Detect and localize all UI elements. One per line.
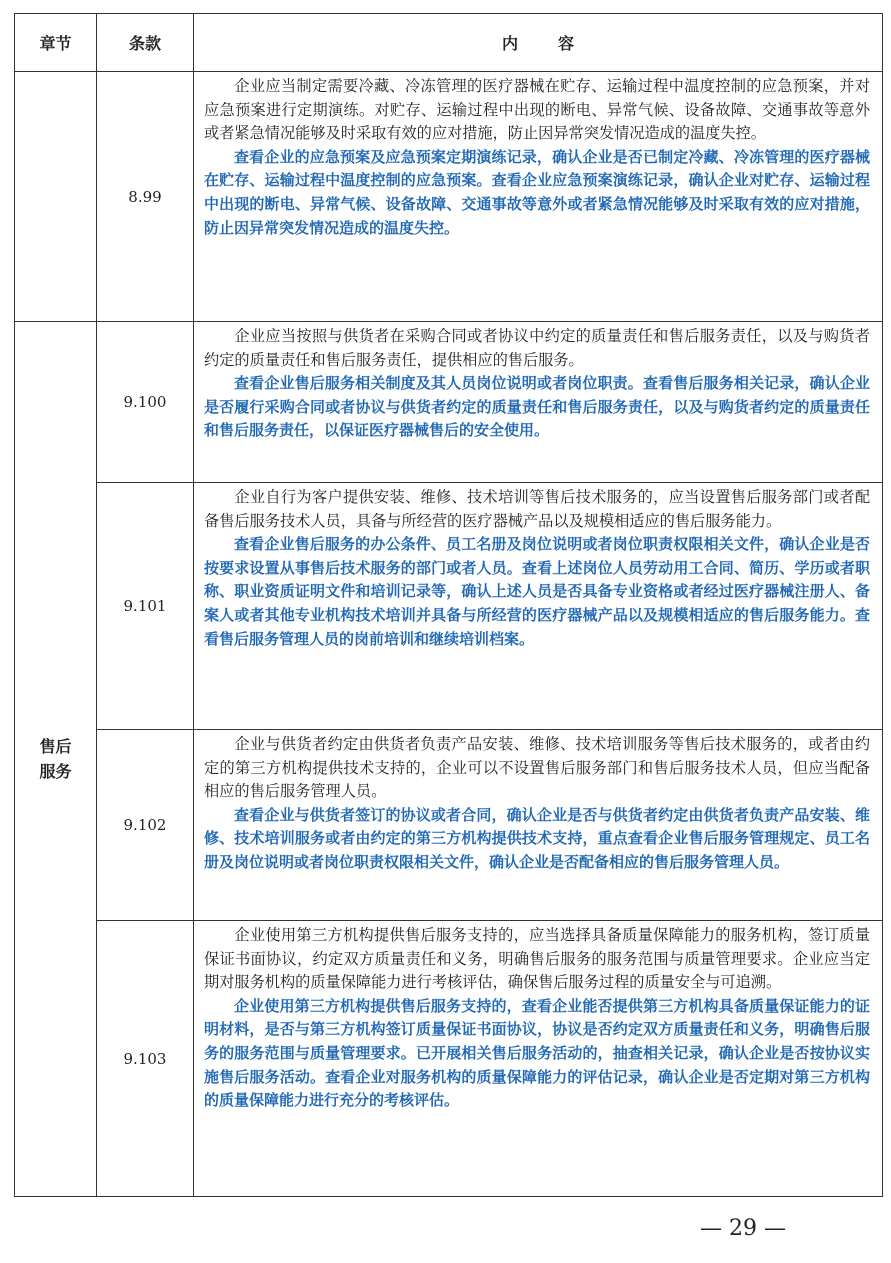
inspection-method-text: 查看企业售后服务相关制度及其人员岗位说明或者岗位职责。查看售后服务相关记录，确认企业是否履行采购合同或者协议与供货者约定的质量责任和售后服务责任，以及与购货者约定的质量责任和售后服务责任，以保证医疗器械售后的安全使用。 — [204, 374, 870, 440]
chapter-label: 售后服务 — [39, 737, 72, 781]
inspection-method-text: 查看企业售后服务的办公条件、员工名册及岗位说明或者岗位职责权限相关文件，确认企业是否按要求设置从事售后技术服务的部门或者人员。查看上述岗位人员劳动用工合同、简历、学历或者职称、职业资质证明文件和培训记录等，确认上述人员是否具备专业资格或者经过医疗器械注册人、备案人或者其他专业机构技术培训并具备与所经营的医疗器械产品以及规模相适应的售后服务能力。查看售后服务管理人员的岗前培训和继续培训档案。 — [204, 535, 870, 648]
chapter-cell-empty — [15, 72, 97, 322]
table-header-row — [15, 14, 883, 72]
content-cell — [194, 322, 883, 483]
inspection-method-text: 查看企业与供货者签订的协议或者合同，确认企业是否与供货者约定由供货者负责产品安装、维修、技术培训服务或者由约定的第三方机构提供技术支持，重点查看企业售后服务管理规定、员工名册及岗位说明或者岗位职责权限相关文件，确认企业是否配备相应的售后服务管理人员。 — [204, 805, 870, 871]
requirement-text: 企业自行为客户提供安装、维修、技术培训等售后技术服务的，应当设置售后服务部门或者配备售后服务技术人员，具备与所经营的医疗器械产品以及规模相适应的售后服务能力。 — [204, 488, 870, 530]
inspection-method-text: 查看企业的应急预案及应急预案定期演练记录，确认企业是否已制定冷藏、冷冻管理的医疗器械在贮存、运输过程中温度控制的应急预案。查看企业应急预案演练记录，确认企业对贮存、运输过程中出现的断电、异常气候、设备故障、交通事故等意外或者紧急情况能够及时采取有效的应对措施，防止因异常突发情况造成的温度失控。 — [204, 147, 870, 237]
chapter-cell — [15, 322, 97, 1197]
table-row — [15, 322, 883, 483]
table-row — [15, 483, 883, 730]
content-cell — [194, 921, 883, 1197]
inspection-method-text: 企业使用第三方机构提供售后服务支持的，查看企业能否提供第三方机构具备质量保证能力的证明材料，是否与第三方机构签订质量保证书面协议，协议是否约定双方质量责任和义务，明确售后服务的服务范围与质量管理要求。已开展相关售后服务活动的，抽查相关记录，确认企业是否按协议实施售后服务活动。查看企业对服务机构的质量保障能力的评估记录，确认企业是否定期对第三方机构的质量保障能力进行充分的考核评估。 — [204, 996, 870, 1110]
content-cell — [194, 72, 883, 322]
page-number: — 29 — — [700, 1216, 786, 1241]
requirement-text: 企业应当制定需要冷藏、冷冻管理的医疗器械在贮存、运输过程中温度控制的应急预案，并对应急预案进行定期演练。对贮存、运输过程中出现的断电、异常气候、设备故障、交通事故等意外或者紧急情况能够及时采取有效的应对措施，防止因异常突发情况造成的温度失控。 — [204, 77, 870, 143]
table-row — [15, 730, 883, 921]
clause-number: 9.100 — [97, 322, 194, 483]
content-cell — [194, 483, 883, 730]
content-cell — [194, 730, 883, 921]
header-content: 内容 — [194, 14, 883, 72]
requirement-text: 企业应当按照与供货者在采购合同或者协议中约定的质量责任和售后服务责任，以及与购货者约定的质量责任和售后服务责任，提供相应的售后服务。 — [204, 327, 870, 369]
clause-number: 9.102 — [97, 730, 194, 921]
requirement-text: 企业与供货者约定由供货者负责产品安装、维修、技术培训服务等售后技术服务的，或者由约定的第三方机构提供技术支持的，企业可以不设置售后服务部门和售后服务技术人员，但应当配备相应的售后服务管理人员。 — [204, 735, 870, 801]
requirement-text: 企业使用第三方机构提供售后服务支持的，应当选择具备质量保障能力的服务机构，签订质量保证书面协议，约定双方质量责任和义务，明确售后服务的服务范围与质量管理要求。企业应当定期对服务机构的质量保障能力进行考核评估，确保售后服务过程的质量安全与可追溯。 — [204, 926, 870, 992]
header-chapter: 章节 — [15, 14, 97, 72]
table-row — [15, 72, 883, 322]
clause-number: 8.99 — [97, 72, 194, 322]
clause-number: 9.101 — [97, 483, 194, 730]
table-row — [15, 921, 883, 1197]
header-clause: 条款 — [97, 14, 194, 72]
regulation-table — [14, 13, 883, 1197]
clause-number: 9.103 — [97, 921, 194, 1197]
